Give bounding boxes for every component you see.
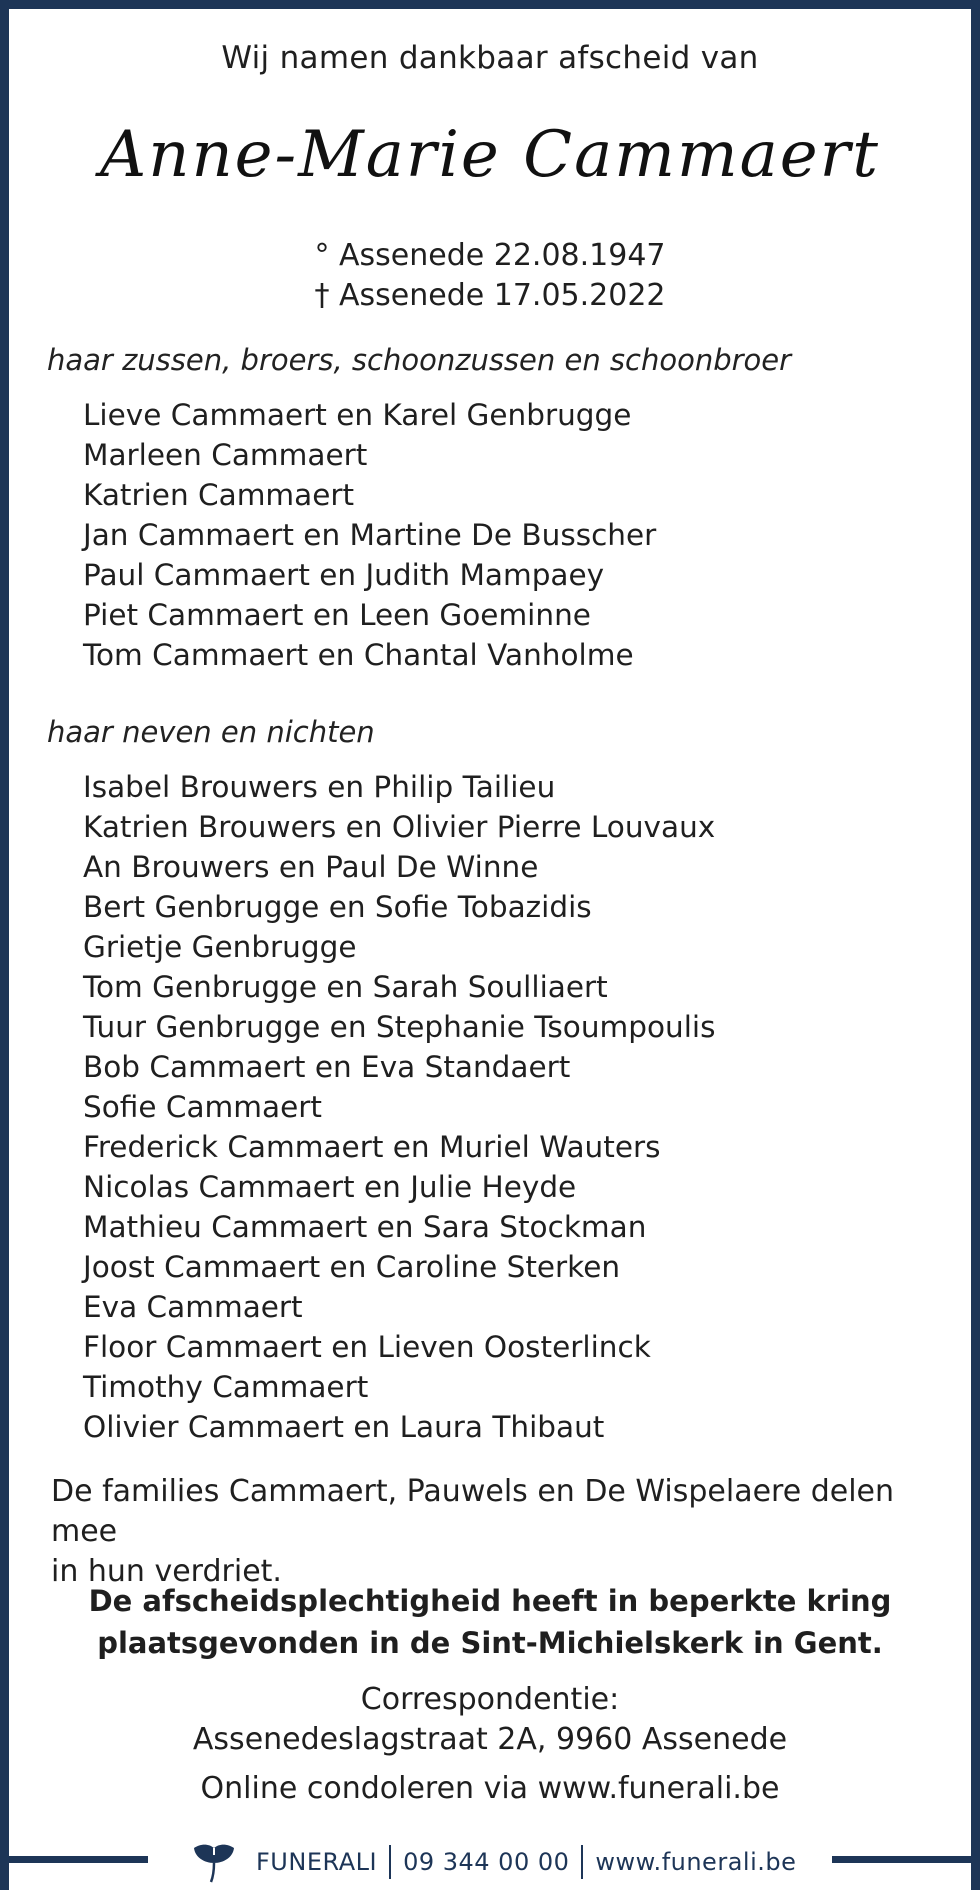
birth-line: ° Assenede 22.08.1947: [314, 238, 666, 273]
list-item: Joost Cammaert en Caroline Sterken: [83, 1250, 621, 1284]
footer-divider: [389, 1845, 391, 1879]
list-item: Piet Cammaert en Leen Goeminne: [83, 598, 591, 632]
list-item: Paul Cammaert en Judith Mampaey: [83, 558, 605, 592]
brand-name: FUNERALI: [256, 1848, 378, 1876]
intro-text: Wij namen dankbaar afscheid van: [221, 40, 759, 76]
list-item: Nicolas Cammaert en Julie Heyde: [83, 1170, 577, 1204]
bottom-rule-left: [0, 1856, 148, 1863]
bottom-rule-right: [832, 1856, 980, 1863]
ceremony-notice: [0, 1580, 980, 1664]
correspondence-label: Correspondentie:: [360, 1682, 620, 1717]
list-item: Tuur Genbrugge en Stephanie Tsoumpoulis: [83, 1010, 716, 1044]
list-item: Floor Cammaert en Lieven Oosterlinck: [83, 1330, 651, 1364]
ceremony-line-1: De afscheidsplechtigheid heeft in beperkte kring: [88, 1584, 892, 1618]
footer-bar: [192, 1842, 796, 1882]
list-item: Eva Cammaert: [83, 1290, 303, 1324]
cousins-title: haar neven en nichten: [47, 715, 375, 749]
list-item: Bert Genbrugge en Sofie Tobazidis: [83, 890, 592, 924]
siblings-list: [83, 395, 656, 675]
cousins-list: [83, 767, 715, 1447]
online-condolence: Online condoleren via www.funerali.be: [200, 1771, 780, 1806]
list-item: Tom Cammaert en Chantal Vanholme: [83, 638, 634, 672]
list-item: Bob Cammaert en Eva Standaert: [83, 1050, 571, 1084]
siblings-title: haar zussen, broers, schoonzussen en schoonbroer: [47, 343, 792, 377]
list-item: Katrien Cammaert: [83, 478, 355, 512]
list-item: Isabel Brouwers en Philip Tailieu: [83, 770, 556, 804]
list-item: Timothy Cammaert: [83, 1370, 369, 1404]
list-item: Frederick Cammaert en Muriel Wauters: [83, 1130, 661, 1164]
correspondence-block: [0, 1680, 980, 1760]
footer-website-link[interactable]: www.funerali.be: [595, 1848, 797, 1876]
list-item: Lieve Cammaert en Karel Genbrugge: [83, 398, 632, 432]
list-item: Jan Cammaert en Martine De Busscher: [83, 518, 657, 552]
list-item: Katrien Brouwers en Olivier Pierre Louvaux: [83, 810, 716, 844]
life-dates: [0, 236, 980, 316]
list-item: Mathieu Cammaert en Sara Stockman: [83, 1210, 647, 1244]
families-statement: [51, 1472, 951, 1592]
list-item: An Brouwers en Paul De Winne: [83, 850, 539, 884]
list-item: Tom Genbrugge en Sarah Soulliaert: [83, 970, 608, 1004]
list-item: Grietje Genbrugge: [83, 930, 357, 964]
families-line-2: in hun verdriet.: [51, 1554, 282, 1589]
ginkgo-leaf-icon: [192, 1841, 236, 1883]
list-item: Marleen Cammaert: [83, 438, 368, 472]
ceremony-line-2: plaatsgevonden in de Sint-Michielskerk in Gent.: [97, 1626, 883, 1660]
footer-divider: [581, 1845, 583, 1879]
death-line: † Assenede 17.05.2022: [314, 278, 666, 313]
deceased-name: Anne-Marie Cammaert: [100, 118, 880, 192]
correspondence-address: Assenedeslagstraat 2A, 9960 Assenede: [192, 1722, 788, 1757]
families-line-1: De families Cammaert, Pauwels en De Wispelaere delen mee: [51, 1474, 895, 1549]
list-item: Sofie Cammaert: [83, 1090, 322, 1124]
list-item: Olivier Cammaert en Laura Thibaut: [83, 1410, 605, 1444]
footer-phone: 09 344 00 00: [403, 1848, 570, 1876]
